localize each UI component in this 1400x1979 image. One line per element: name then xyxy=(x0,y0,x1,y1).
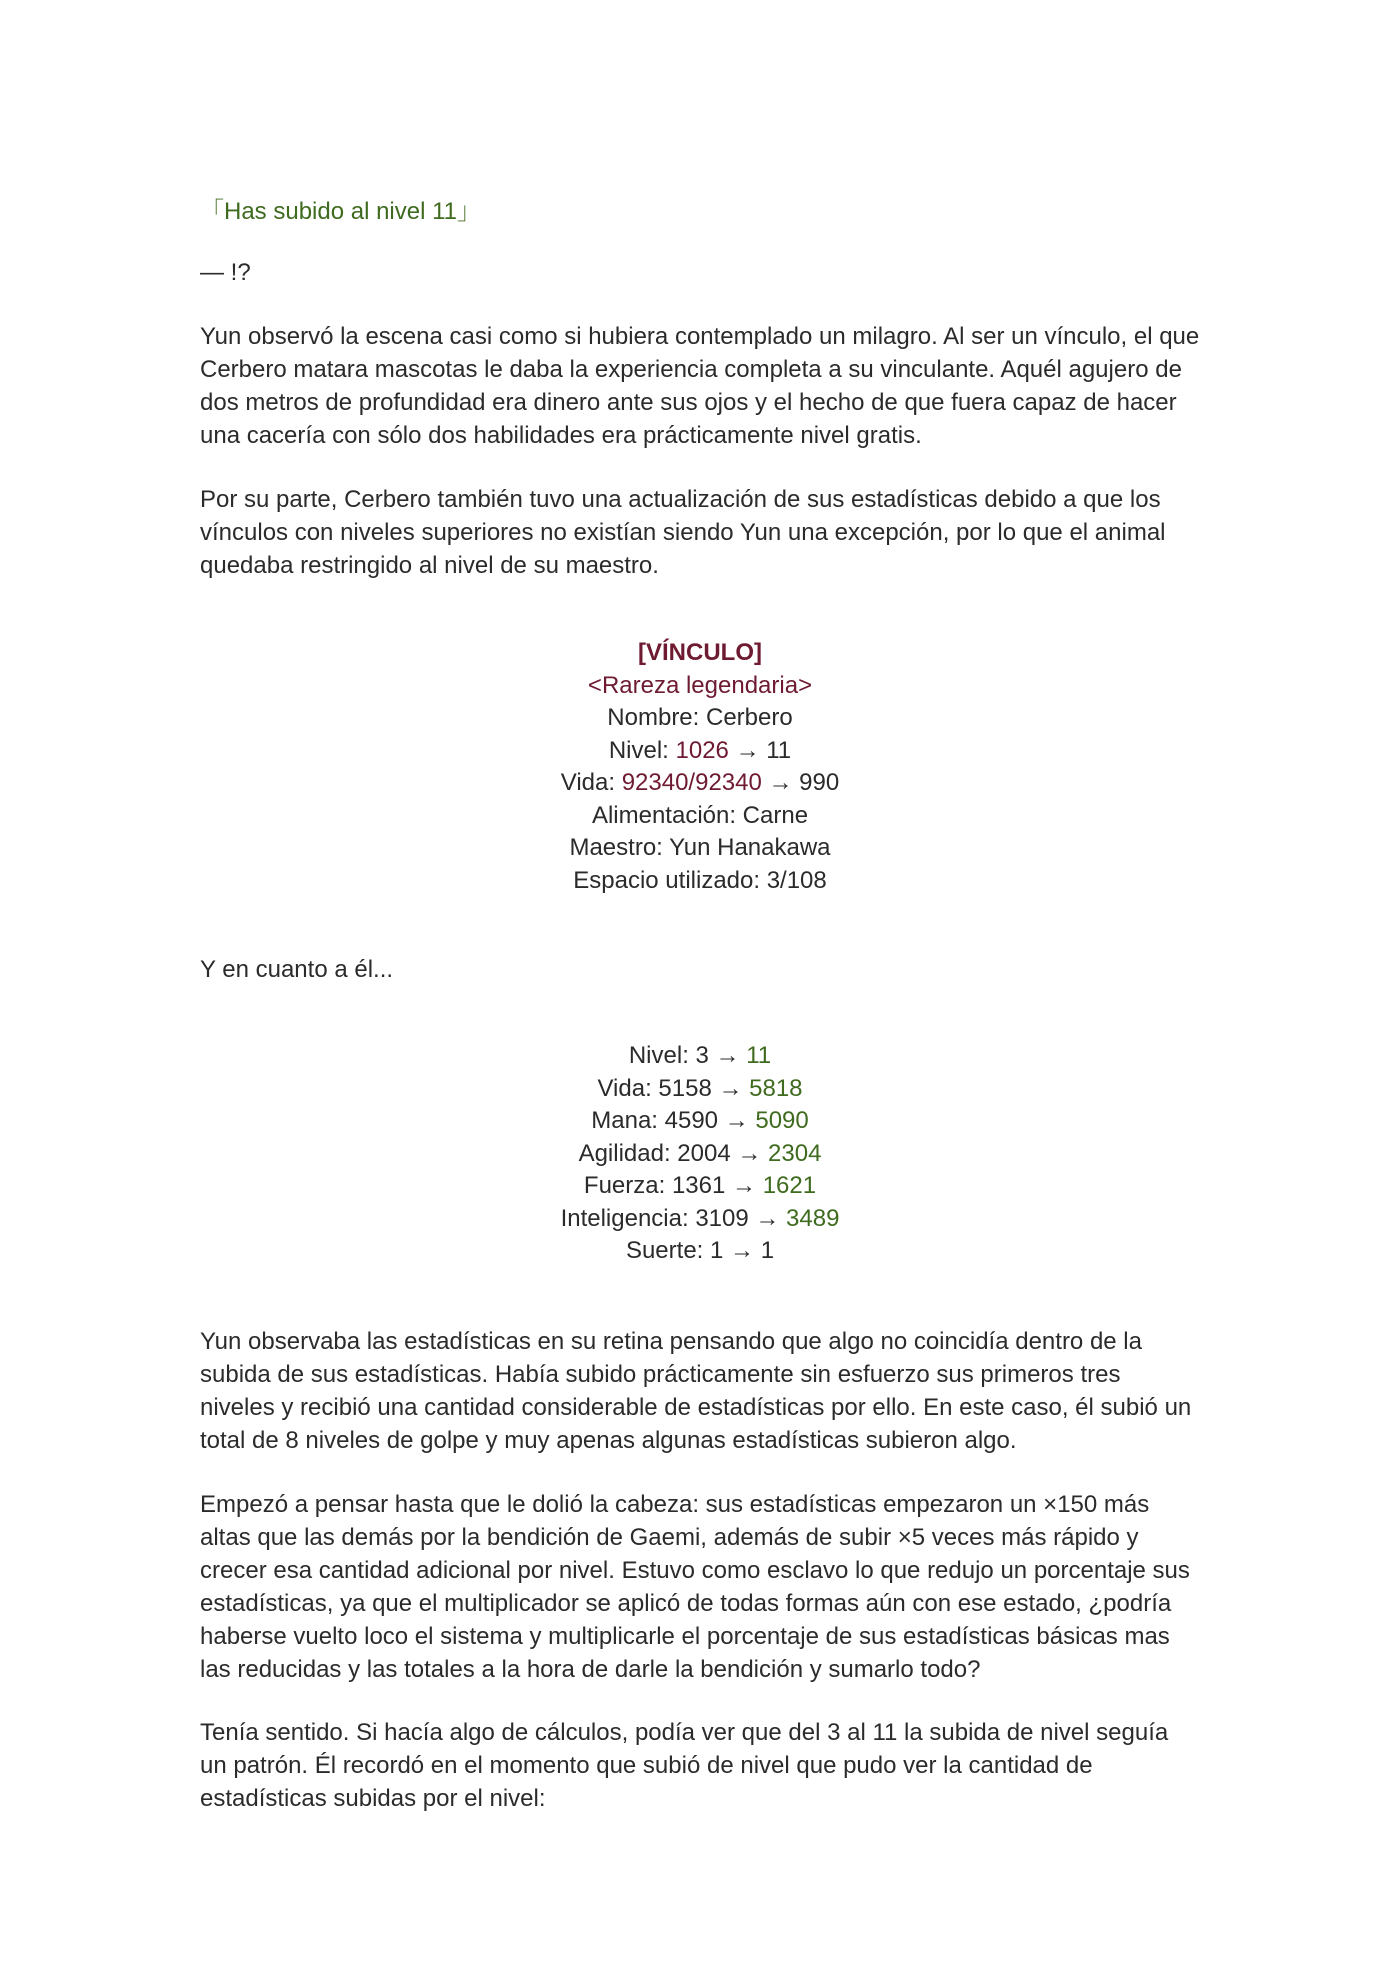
stat-label: Nivel: 3 → xyxy=(628,1042,747,1069)
stat-new-value: 1 xyxy=(760,1237,775,1264)
bond-card-food: Alimentación: Carne xyxy=(591,801,809,829)
bond-card-title: [VÍNCULO] xyxy=(638,639,762,666)
bond-level-label: Nivel: xyxy=(608,736,676,764)
bond-card-space: Espacio utilizado: 3/108 xyxy=(573,866,827,894)
paragraph-5: Tenía sentido. Si hacía algo de cálculos, podía ver que del 3 al 11 la subida de nivel seguía un patrón. Él recordó en el momento que subió de nivel que pudo ver la cantidad de estadísticas subidas por el nivel: xyxy=(200,1719,1169,1812)
stat-life xyxy=(400,1073,1000,1106)
stat-label: Fuerza: 1361 → xyxy=(583,1172,763,1199)
paragraph-4: Empezó a pensar hasta que le dolió la cabeza: sus estadísticas empezaron un ×150 más altas que las demás por la bendición de Gaemi, además de subir ×5 veces más rápido y crecer esa cantidad adicional por nivel. Estuvo como esclavo lo que redujo un porcentaje sus estadísticas, ya que el multiplicador se aplicó de todas formas aún con ese estado, ¿podría haberse vuelto loco el sistema y multiplicarle el porcentaje de sus estadísticas básicas mas las reducidas y las totales a la hora de darle la bendición y sumarlo todo? xyxy=(200,1491,1190,1683)
bond-card-level xyxy=(400,735,1000,768)
stat-label: Suerte: 1 → xyxy=(625,1237,761,1264)
bond-card-life xyxy=(400,767,1000,800)
paragraph-2: Por su parte, Cerbero también tuvo una actualización de sus estadísticas debido a que los vínculos con niveles superiores no existían siendo Yun una excepción, por lo que el animal quedaba restringido al nivel de su maestro. xyxy=(200,486,1166,579)
stat-new-value: 5090 xyxy=(755,1107,809,1134)
bond-life-old: 92340/92340 xyxy=(621,769,762,796)
stat-new-value: 2304 xyxy=(768,1139,822,1167)
stat-new-value: 1621 xyxy=(762,1172,817,1199)
paragraph-3: Yun observaba las estadísticas en su retina pensando que algo no coincidía dentro de la subida de sus estadísticas. Había subido prácticamente sin esfuerzo sus primeros tres niveles y recibió una cantidad considerable de estadísticas por ello. En este caso, él subió un total de 8 niveles de golpe y muy apenas algunas estadísticas subieron algo. xyxy=(200,1328,1192,1454)
stat-intelligence xyxy=(400,1203,1000,1236)
exclamation-line: — !? xyxy=(200,259,251,286)
stat-new-value: 3489 xyxy=(786,1204,840,1232)
transition-line: Y en cuanto a él... xyxy=(200,956,394,983)
player-stat-card xyxy=(400,1040,1000,1268)
stat-label: Vida: 5158 → xyxy=(597,1074,750,1102)
stat-new-value: 5818 xyxy=(749,1074,803,1102)
bond-stat-card xyxy=(400,637,1000,897)
bond-card-name: Nombre: Cerbero xyxy=(607,704,793,731)
stat-new-value: 11 xyxy=(746,1042,772,1069)
stat-mana xyxy=(400,1105,1000,1138)
bond-life-new: → 990 xyxy=(761,769,840,796)
stat-strength xyxy=(400,1170,1000,1203)
paragraph-1: Yun observó la escena casi como si hubiera contemplado un milagro. Al ser un vínculo, el que Cerbero matara mascotas le daba la experiencia completa a su vinculante. Aquél agujero de dos metros de profundidad era dinero ante sus ojos y el hecho de que fuera capaz de hacer una cacería con sólo dos habilidades era prácticamente nivel gratis. xyxy=(200,323,1200,449)
level-up-notification: 「Has subido al nivel 11」 xyxy=(200,198,482,225)
bond-card-rarity: <Rareza legendaria> xyxy=(587,671,813,699)
stat-agility xyxy=(400,1138,1000,1171)
bond-card-master: Maestro: Yun Hanakawa xyxy=(569,834,831,861)
stat-label: Inteligencia: 3109 → xyxy=(560,1204,787,1232)
stat-label: Agilidad: 2004 → xyxy=(578,1139,769,1167)
stat-level xyxy=(400,1040,1000,1073)
bond-life-label: Vida: xyxy=(560,769,622,796)
stat-luck xyxy=(400,1235,1000,1268)
stat-label: Mana: 4590 → xyxy=(591,1107,756,1134)
bond-level-new: → 11 xyxy=(728,736,792,764)
bond-level-old: 1026 xyxy=(675,736,729,764)
